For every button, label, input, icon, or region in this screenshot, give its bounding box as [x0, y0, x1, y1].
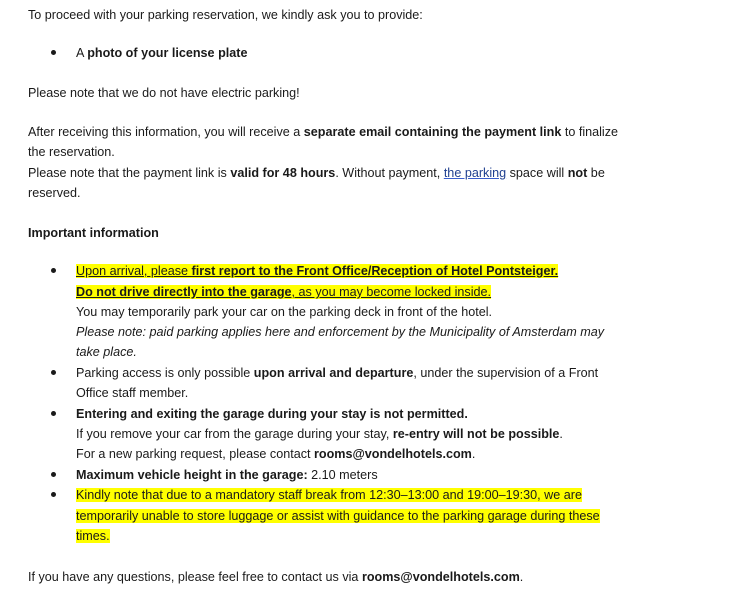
important-heading: Important information [28, 226, 159, 240]
b2-line1: Parking access is only possible upon arrival and departure, under the supervision of a Front [76, 366, 599, 380]
parking-link[interactable]: the parking [443, 166, 507, 180]
b2-line2: Office staff member. [76, 386, 189, 400]
bullet-dot [51, 472, 56, 477]
bullet-dot [51, 370, 56, 375]
b1-line1: Upon arrival, please first report to the Front Office/Reception of Hotel Pontsteiger. [76, 264, 559, 278]
bullet-dot [51, 50, 56, 55]
b3-line2: If you remove your car from the garage during your stay, re-entry will not be possible. [76, 427, 563, 441]
b4-line: Maximum vehicle height in the garage: 2.10 meters [76, 468, 378, 482]
b5-line1: Kindly note that due to a mandatory staff break from 12:30–13:00 and 19:00–19:30, we are [76, 488, 582, 502]
contact-email[interactable]: rooms@vondelhotels.com [314, 447, 472, 461]
b1-line4: Please note: paid parking applies here and enforcement by the Municipality of Amsterdam may [76, 325, 605, 339]
after-receiving-line1: After receiving this information, you will receive a separate email containing the payment link to finalize [28, 125, 619, 139]
no-electric-note: Please note that we do not have electric parking! [28, 86, 300, 100]
closing-text: If you have any questions, please feel free to contact us via rooms@vondelhotels.com. [28, 570, 524, 584]
b5-line3: times. [76, 529, 110, 543]
bullet-dot [51, 492, 56, 497]
bullet-dot [51, 268, 56, 273]
b3-line3: For a new parking request, please contact rooms@vondelhotels.com. [76, 447, 476, 461]
bullet-dot [51, 411, 56, 416]
b5-line2: temporarily unable to store luggage or assist with guidance to the parking garage during these [76, 509, 600, 523]
after-receiving-line2: the reservation. [28, 145, 115, 159]
intro-text: To proceed with your parking reservation, we kindly ask you to provide: [28, 8, 423, 22]
payment-line1: Please note that the payment link is valid for 48 hours. Without payment, the parking space will not be [28, 166, 605, 180]
b1-line3: You may temporarily park your car on the parking deck in front of the hotel. [76, 305, 493, 319]
closing-email[interactable]: rooms@vondelhotels.com [361, 570, 520, 584]
b1-line2: Do not drive directly into the garage, as you may become locked inside. [76, 285, 492, 299]
payment-line2: reserved. [28, 186, 81, 200]
b1-line5: take place. [76, 345, 137, 359]
request-item: A photo of your license plate [76, 46, 248, 60]
b3-line1: Entering and exiting the garage during your stay is not permitted. [76, 407, 468, 421]
